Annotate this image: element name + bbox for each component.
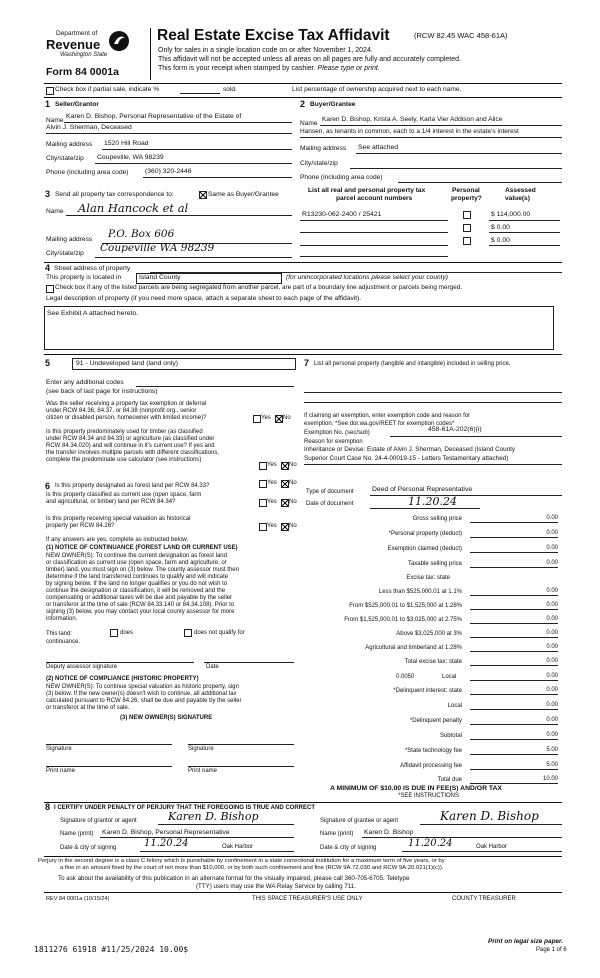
parcel-row-3-value-line — [489, 245, 560, 246]
notice2-title: (2) NOTICE OF COMPLIANCE (HISTORIC PROPERTY) — [46, 676, 199, 682]
if-yes-note: If any answers are yes, complete as instructed below. — [46, 537, 189, 543]
q1-yes-checkbox[interactable] — [253, 415, 261, 423]
parcel-row-1-line — [300, 220, 448, 221]
buyer-phone-label: Phone (including area code) — [300, 174, 383, 181]
corr-name-label: Name — [46, 208, 64, 215]
dept-name: Revenue — [46, 37, 101, 52]
notice1-l8: or transferor at the time of sale (RCW 84.33.140 or 84.34.108). Prior to — [46, 602, 235, 608]
certify-text: I CERTIFY UNDER PENALTY OF PERJURY THAT THE FOREGOING IS TRUE AND CORRECT — [54, 805, 316, 811]
county-select-value: Island County — [139, 274, 181, 281]
seller-city-label: City/state/zip — [46, 155, 84, 162]
receipt-stamp: 1811276 61918 #11/25/2024 10.00$ — [34, 945, 189, 954]
seller-name-label: Name — [46, 117, 64, 124]
see-instructions: *SEE INSTRUCTIONS — [398, 793, 460, 799]
personal-property-field-2[interactable] — [304, 402, 562, 403]
doc-type-label: Type of document — [306, 489, 354, 495]
reason-line-1[interactable]: Inheritance or Devise: Estate of Alvin J. Sherman, Deceased (Island County — [304, 446, 516, 453]
s6-q3-no-label: No — [289, 523, 297, 529]
grantee-date-label: Date & city of signing — [320, 845, 377, 851]
parcel-row-2-value[interactable]: $ 0.00 — [491, 224, 510, 231]
notice2-l2: (3) below. If the new owner(s) doesn't wish to continue, all additional tax — [46, 691, 237, 697]
seller-mailing-line — [102, 149, 292, 150]
doc-type-line — [370, 495, 562, 496]
bracket-3-value[interactable]: 0.00 — [470, 616, 558, 624]
corr-city-label: City/state/zip — [46, 250, 84, 257]
tax-exempt-label: Exemption claimed (deduct) — [387, 546, 462, 552]
s6-q2-line-2: and agricultural, or timber) land per RCW 84.34? — [46, 499, 176, 505]
this-land-label: This land: — [46, 631, 73, 637]
buyer-mailing[interactable]: See attached — [358, 144, 399, 151]
q2-yes-checkbox[interactable] — [259, 462, 267, 470]
s6-q1: Is this property designated as forest land per RCW 84.33? — [55, 483, 210, 489]
county-note: (for unincorporated locations please select your county) — [286, 274, 449, 281]
codes-label: Enter any additional codes — [46, 379, 124, 386]
buyer-name-1[interactable]: Karen D. Bishop, Krista A. Seely, Karla Vier Addison and Alice — [322, 116, 503, 123]
county-treasurer: COUNTY TREASURER — [452, 896, 516, 902]
does-label: does — [120, 630, 134, 636]
located-label: This property is located in — [46, 274, 122, 281]
q2-line-3: RCW 84.34.020) and will continue in it's current use? If yes and — [46, 443, 215, 449]
parcel-row-1-personal-checkbox[interactable] — [463, 211, 471, 219]
corr-name[interactable]: Alan Hancock et al — [78, 201, 189, 215]
land-use-select[interactable] — [72, 358, 296, 370]
seller-name-line2 — [46, 133, 292, 134]
section-7-number: 7 — [304, 358, 310, 368]
q2-line-1: Is this property predominately used for timber (as classified — [46, 429, 203, 435]
grantor-date[interactable]: 11.20.24 — [144, 838, 189, 849]
perjury-line-1: Perjury in the second degree is a class C felony which is punishable by confinement in a state correctional institution for a maximum term of five years, or by — [38, 858, 445, 864]
total-due-label: Total due — [437, 777, 462, 783]
boundary-note: Check box if any of the listed parcels are being segregated from another parcel, are part of a boundary line adjustment or parcels being merged. — [55, 284, 463, 291]
s6-q2-yes-checkbox[interactable] — [259, 499, 267, 507]
rule-2 — [44, 97, 562, 98]
seller-name-1[interactable]: Karen D. Bishop, Personal Representative of the Estate of — [66, 113, 242, 120]
grantee-signature[interactable]: Karen D. Bishop — [440, 809, 539, 823]
rule-section4 — [44, 262, 562, 263]
seller-mailing[interactable]: 1520 Hill Road — [104, 140, 149, 147]
s6-q2-no-label: No — [289, 499, 297, 505]
doc-date[interactable]: 11.20.24 — [408, 495, 457, 508]
signature-label-2: Signature — [188, 746, 214, 752]
perjury-line-2: a fine in an amount fixed by the court of not more than $10,000, or by both such confinement and fine (RCW 9A.72.030 and RCW 9A.20.021(1)(c)). — [60, 865, 444, 871]
deputy-signature-field[interactable] — [46, 662, 194, 663]
parcel-row-1-value[interactable]: $ 114,000.00 — [491, 211, 531, 218]
section-5-number: 5 — [45, 358, 51, 368]
notice1-l3: timber) land, you must sign on (3) below. The county assessor must then — [46, 567, 239, 573]
s6-q1-yes-checkbox[interactable] — [259, 480, 267, 488]
bracket-2-label: From $525,000.01 to $1,525,000 at 1.28% — [349, 603, 462, 609]
tax-excise-label: Excise tax: state — [406, 575, 450, 581]
tax-taxable-label: Taxable selling price — [407, 561, 462, 567]
legal-description-field[interactable] — [44, 306, 554, 350]
owner-signature-2[interactable] — [188, 744, 294, 745]
notice1-l5: by signing below. If the land no longer qualifies or you do not wish to — [46, 581, 228, 587]
bracket-1-label: Less than $525,000.01 at 1.1% — [378, 589, 462, 595]
buyer-heading: Buyer/Grantee — [310, 101, 356, 108]
processing-fee-label: Affidavit processing fee — [400, 763, 462, 769]
grantee-name[interactable]: Karen D. Bishop — [364, 829, 414, 836]
land-use-value: 91 - Undeveloped land (land only) — [76, 360, 179, 367]
boundary-checkbox[interactable] — [46, 285, 54, 293]
grantor-name-label: Name (print) — [60, 831, 94, 837]
exempt-label-b: exemption. *See dor.wa.gov/REET for exemption codes* — [304, 421, 455, 427]
bracket-4-label: Above $3,025,000 at 3% — [396, 631, 462, 637]
notice2-l4: or transferor at the time of sale. — [46, 705, 130, 711]
buyer-mailing-label: Mailing address — [300, 145, 347, 152]
q1-line-2: under RCW 84.36, 84.37, or 84.38 (nonprofit org., senior — [46, 408, 197, 414]
access-line-2: (TTY) users may use the WA Relay Service by calling 711. — [196, 883, 356, 890]
corr-mailing-label: Mailing address — [46, 236, 93, 243]
s6-q2-yes-label: Yes — [267, 499, 277, 505]
parcel-row-3-value[interactable]: $ 0.00 — [491, 237, 510, 244]
s6-q3-line-1: Is this property receiving special valuation as historical — [46, 516, 191, 522]
tech-fee-label: *State technology fee — [404, 748, 462, 754]
header-sub3b: Please type or print. — [317, 65, 380, 72]
owner-signature-1[interactable] — [46, 744, 172, 745]
parcel-col1-a: List all real and personal property tax — [308, 187, 426, 194]
interest-state-value[interactable]: 0.00 — [470, 687, 558, 695]
parcel-row-2-personal-checkbox[interactable] — [463, 224, 471, 232]
corr-city-line — [95, 257, 292, 258]
personal-property-field-1[interactable] — [304, 392, 562, 393]
bracket-2-value[interactable]: 0.00 — [470, 602, 558, 610]
form-title: Real Estate Excise Tax Affidavit — [157, 27, 390, 44]
form-statute: (RCW 82.45 WAC 458-61A) — [414, 31, 508, 40]
reason-label: Reason for exemption — [304, 439, 363, 445]
grantee-date[interactable]: 11.20.24 — [408, 838, 453, 849]
reason-line-2[interactable]: Superior Court Case No. 24-4-00019-15 - Letters Testamentary attached) — [304, 455, 509, 462]
minimum-due-note: A MINIMUM OF $10.00 IS DUE IN FEE(S) AND/OR TAX — [330, 785, 502, 792]
seller-city-line — [95, 163, 292, 164]
parcel-col3-b: value(s) — [505, 195, 530, 202]
grantor-date-label: Date & city of signing — [60, 845, 117, 851]
rule-footer — [44, 856, 562, 857]
seller-name-line1 — [64, 122, 292, 123]
legal-description-text: See Exhibit A attached hereto. — [47, 310, 139, 317]
subtotal-value[interactable]: 0.00 — [470, 732, 558, 740]
does-qualify-checkbox[interactable] — [110, 629, 118, 637]
section-2-number: 2 — [300, 99, 306, 109]
parcel-row-1-value-line — [489, 220, 560, 221]
owner-print-name-1[interactable] — [46, 766, 172, 767]
parcel-row-3-number[interactable] — [300, 245, 448, 246]
parcel-extra-line — [300, 256, 448, 257]
notice1-l9: signing (3) below, you may contact your local county assessor for more — [46, 609, 235, 615]
grantor-sig-line — [158, 824, 294, 825]
buyer-phone-field[interactable] — [398, 182, 562, 183]
deputy-date-field[interactable] — [204, 662, 294, 663]
parcel-col2-a: Personal — [452, 187, 480, 194]
notice2-l3: calculated pursuant to RCW 84.26, shall be due and payable by the seller — [46, 698, 242, 704]
rule-section8 — [44, 802, 562, 803]
parcel-col2-b: property? — [451, 195, 482, 202]
corr-mailing[interactable]: P.O. Box 606 — [108, 228, 175, 240]
buyer-mailing-line — [356, 153, 562, 154]
notice1-l10: information. — [46, 616, 78, 622]
grantor-sig-label: Signature of grantor or agent — [60, 818, 137, 824]
s6-q3-yes-checkbox[interactable] — [259, 523, 267, 531]
grantor-city[interactable]: Oak Harbor — [222, 844, 254, 850]
tax-personal-value[interactable]: 0.00 — [470, 530, 558, 538]
seller-phone-label: Phone (including area code) — [46, 169, 129, 176]
tax-taxable-value[interactable]: 0.00 — [470, 560, 558, 568]
bracket-5-value[interactable]: 0.00 — [470, 644, 558, 652]
logo-swirl-icon — [108, 30, 130, 57]
s6-q1-no-label: No — [289, 480, 297, 486]
total-state-value[interactable]: 0.00 — [470, 658, 558, 666]
grantor-date-line — [140, 851, 294, 852]
parcel-row-3-personal-checkbox[interactable] — [463, 237, 471, 245]
tax-gross-value[interactable]: 0.00 — [470, 515, 558, 523]
tax-personal-label: *Personal property (deduct) — [388, 531, 462, 537]
page-number: Page 1 of 6 — [536, 947, 567, 953]
buyer-name-label: Name — [300, 120, 318, 127]
section-1-number: 1 — [45, 99, 51, 109]
access-line-1: To ask about the availability of this publication in an alternate format for the visually impaired, please call 360-705-6705. Teletype — [58, 875, 410, 882]
exempt-label-a: If claiming an exemption, enter exemption code and reason for — [304, 413, 471, 419]
deputy-date-label: Date — [206, 664, 219, 670]
local-rate: 0.0050 — [396, 674, 415, 680]
section-8-number: 8 — [45, 802, 51, 812]
rev-number: REV 84 0001a (10/15/24) — [46, 896, 110, 902]
parcel-col1-b: parcel account numbers — [336, 195, 413, 202]
correspondence-label: Send all property tax correspondence to: — [55, 191, 174, 198]
s6-q2-no-checkbox[interactable] — [281, 499, 289, 507]
q1-yes-label: Yes — [261, 415, 271, 421]
s7-list-label: List all personal property (tangible and intangible) included in selling price. — [314, 361, 511, 367]
county-select[interactable] — [136, 273, 282, 284]
partial-sale-percent-field[interactable] — [180, 93, 220, 94]
continuance-label: continuance. — [46, 639, 81, 645]
notice1-l6: continue the designation or classification, it will be removed and the — [46, 588, 226, 594]
buyer-name-line1 — [320, 125, 562, 126]
buyer-city-field[interactable] — [350, 168, 562, 169]
local-label: Local — [442, 674, 457, 680]
grantee-date-line — [402, 851, 562, 852]
s6-q3-no-checkbox[interactable] — [281, 523, 289, 531]
header-sub2: This affidavit will not be accepted unless all areas on all pages are fully and accurately completed. — [158, 56, 461, 63]
codes-note: (see back of last page for instructions) — [46, 388, 158, 395]
state-name: Washington State — [60, 52, 108, 58]
parcel-row-2-number[interactable] — [300, 232, 448, 233]
s6-q1-yes-label: Yes — [267, 480, 277, 486]
notice1-l2: or classification as current use (open space, farm and agriculture, or — [46, 560, 227, 566]
doc-type[interactable]: Deed of Personal Representative — [372, 486, 473, 493]
grantor-name[interactable]: Karen D. Bishop, Personal Representative — [102, 829, 230, 836]
s6-q3-line-2: property per RCW 84.26? — [46, 523, 115, 529]
does-not-qualify-checkbox[interactable] — [184, 629, 192, 637]
section-3-number: 3 — [45, 189, 51, 199]
s6-q3-yes-label: Yes — [267, 523, 277, 529]
buyer-name-2[interactable]: Hansen, as tenants in common, each to a 1/4 interest in the estate's interest — [300, 128, 519, 135]
same-as-buyer-label: Same as Buyer/Grantee — [208, 191, 279, 198]
q1-no-checkbox[interactable] — [275, 415, 283, 423]
seller-heading: Seller/Grantor — [55, 101, 99, 108]
form-number: Form 84 0001a — [46, 66, 119, 78]
partial-sale-label: Check box if partial sale, indicate % — [55, 86, 160, 93]
total-due-value[interactable]: 10.00 — [470, 776, 558, 784]
notice1-l1: NEW OWNER(S): To continue the current designation as forest land — [46, 553, 227, 559]
q1-line-1: Was the seller receiving a property tax exemption or deferral — [46, 401, 207, 407]
corr-name-line — [66, 215, 292, 216]
legal-label: Legal description of property (if you need more space, attach a separate sheet to each page of the affidavit). — [46, 295, 362, 302]
parcel-col3-a: Assessed — [505, 187, 536, 194]
rule-treasurer — [44, 892, 562, 893]
street-label: Street address of property — [54, 265, 131, 272]
does-not-label: does not qualify for — [194, 630, 245, 636]
corr-city[interactable]: Coupeville WA 98239 — [100, 242, 215, 254]
s6-q1-no-checkbox[interactable] — [281, 480, 289, 488]
bracket-3-label: From $1,525,000.01 to $3,025,000 at 2.75% — [344, 617, 462, 623]
print-name-label-2: Print name — [188, 768, 218, 774]
buyer-city-label: City/state/zip — [300, 160, 338, 167]
doc-date-line — [370, 508, 480, 509]
section-4-number: 4 — [45, 263, 51, 273]
partial-sale-sold: sold. — [223, 86, 237, 93]
doc-date-label: Date of document — [306, 501, 354, 507]
q2-no-label: No — [289, 462, 297, 468]
q1-line-3: citizen or disabled person, homeowner with limited income)? — [46, 415, 207, 421]
grantee-city[interactable]: Oak Harbor — [476, 844, 508, 850]
tax-exempt-value[interactable]: 0.00 — [470, 545, 558, 553]
interest-local-label: Local — [447, 703, 462, 709]
owner-print-name-2[interactable] — [188, 766, 294, 767]
penalty-value[interactable]: 0.00 — [470, 717, 558, 725]
partial-sale-checkbox[interactable] — [46, 87, 54, 95]
header-sub3a: This form is your receipt when stamped by cashier. — [158, 65, 316, 72]
grantee-sig-label: Signature of grantee or agent — [320, 818, 399, 824]
q2-line-2: under RCW 84.34 and 84.33) or agriculture (as classified under — [46, 436, 215, 442]
reason-underline — [304, 464, 562, 465]
treasurer-use: THIS SPACE TREASURER'S USE ONLY — [252, 896, 363, 902]
deputy-sig-label: Deputy assessor signature — [46, 664, 118, 670]
total-state-label: Total excise tax: state — [404, 659, 462, 665]
bracket-5-label: Agricultural and timberland at 1.28% — [365, 645, 462, 651]
tax-gross-label: Gross selling price — [412, 516, 462, 522]
q2-no-checkbox[interactable] — [281, 462, 289, 470]
header-sub3 — [158, 65, 380, 73]
grantee-name-line — [362, 837, 562, 838]
notice3-title: (3) NEW OWNER(S) SIGNATURE — [120, 715, 213, 721]
penalty-label: *Delinquent penalty — [409, 718, 462, 724]
notice1-l7: compensating or additional taxes will be due and payable by the seller — [46, 595, 233, 601]
s6-q2-line-1: Is this property classified as current use (open space, farm — [46, 492, 202, 498]
seller-city[interactable]: Coupeville, WA 98239 — [97, 154, 164, 161]
grantor-signature[interactable]: Karen D. Bishop — [168, 810, 259, 823]
q2-yes-label: Yes — [267, 462, 277, 468]
parcel-row-2-value-line — [489, 232, 560, 233]
signature-label-1: Signature — [46, 746, 72, 752]
exemption-no-line — [390, 436, 562, 437]
notice1-title: (1) NOTICE OF CONTINUANCE (FOREST LAND OR CURRENT USE) — [46, 545, 238, 551]
additional-codes-field[interactable] — [136, 386, 294, 387]
seller-mailing-label: Mailing address — [46, 141, 93, 148]
buyer-name-line2 — [300, 137, 562, 138]
interest-state-label: *Delinquent interest: state — [393, 688, 462, 694]
section-6-number: 6 — [45, 481, 51, 491]
parcel-row-1-number[interactable]: R13230-062-2400 / 25421 — [302, 211, 382, 218]
grantee-sig-line — [420, 824, 562, 825]
rule-section5 — [44, 354, 562, 355]
grantor-name-line — [100, 837, 294, 838]
seller-phone-line — [143, 177, 292, 178]
bracket-4-value[interactable]: 0.00 — [470, 630, 558, 638]
same-as-buyer-checkbox[interactable] — [199, 191, 207, 199]
exemption-no-label: Exemption No. (sec/sub) — [304, 430, 370, 436]
dept-line: Department of — [56, 30, 98, 37]
local-value[interactable]: 0.00 — [470, 673, 558, 681]
subtotal-label: Subtotal — [439, 733, 462, 739]
q2-line-4: the transfer involves multiple parcels with different classifications, — [46, 450, 219, 456]
q1-no-label: No — [283, 415, 291, 421]
exemption-no[interactable]: 458-61A-202(6)(i) — [428, 426, 482, 433]
header-sub1: Only for sales in a single location code on or after November 1, 2024. — [158, 47, 373, 54]
grantee-name-label: Name (print) — [320, 831, 354, 837]
ownership-note: List percentage of ownership acquired next to each name. — [292, 86, 462, 93]
seller-name-2[interactable]: Alvin J. Sherman, Deceased — [46, 124, 132, 131]
print-name-label-1: Print name — [46, 768, 76, 774]
notice2-l1: NEW OWNER(S): To continue special valuation as historic property, sign — [46, 684, 239, 690]
bracket-1-value[interactable]: 0.00 — [470, 588, 558, 596]
interest-local-value[interactable]: 0.00 — [470, 702, 558, 710]
tech-fee-value[interactable]: 5.00 — [470, 747, 558, 755]
header-rule — [44, 83, 562, 84]
legal-paper-note: Print on legal size paper. — [488, 938, 563, 945]
q2-line-5: complete the predominate use calculator (see instructions) — [46, 457, 202, 463]
processing-fee-value[interactable]: 5.00 — [470, 762, 558, 770]
seller-phone[interactable]: (360) 320-2446 — [145, 168, 192, 175]
notice1-l4: determine if the land transferred continues to qualify and will indicate — [46, 574, 229, 580]
header-divider — [150, 28, 151, 80]
